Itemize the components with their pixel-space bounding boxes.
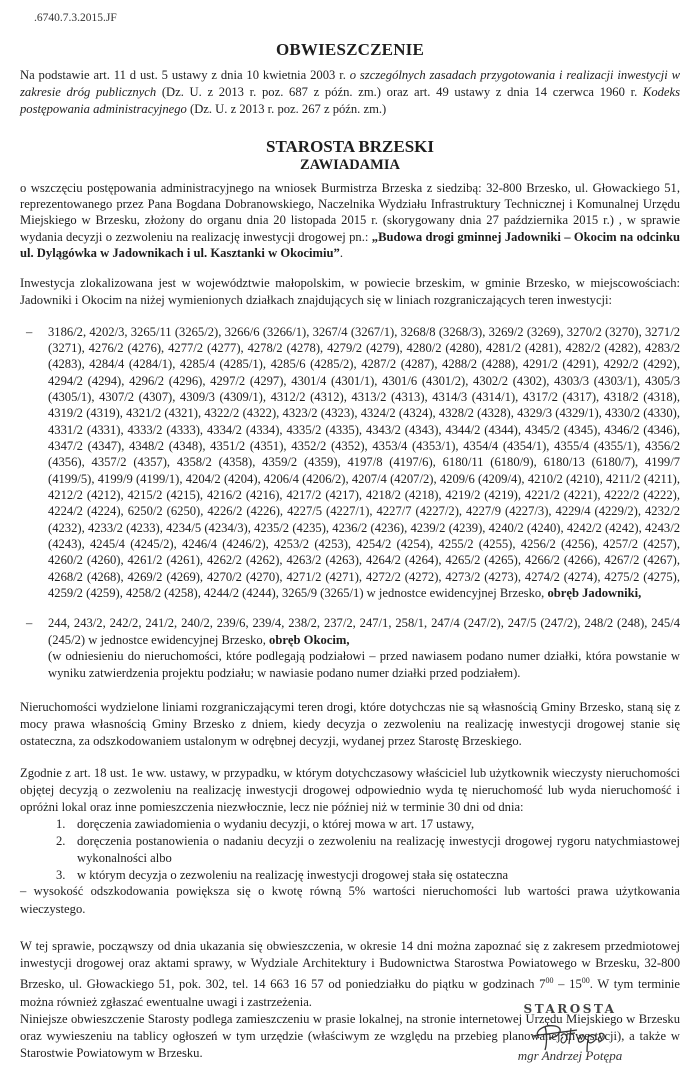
project-name: „Budowa drogi gminnej Jadowniki – Okocim na odcinku ul. Dylągówka w Jadownikach i ul. Kasztanki w Okocimiu” [20,229,681,260]
reference-number: .6740.7.3.2015.JF [34,12,117,24]
text-segment: – 15 [553,977,582,992]
signatory-name: mgr Andrzej Potępa [517,1048,623,1063]
signature-block [470,1002,670,1064]
act-title: o szczególnych zasadach przygotowania i realizacji inwestycji w zakresie dróg publicznych [20,68,680,100]
parcel-list [20,324,680,649]
parcel-numbers: 3186/2, 4202/3, 3265/11 (3265/2), 3266/6 (3266/1), 3267/4 (3267/1), 3268/8 (3268/3), 3269/2 (3269), 3270/2 (3270), 3271/2 (3271), 4276/2 (4276), 4277/2 (4277), 4278/2 (4278), 4279/2 (4279), 4280/2 (4280), 4281/2 (4281), 4282/2 (4282), 4283/2 (4283), 4284/4 (4284/1), 4285/4 (4285/1), 4285/6 (4285/2), 4287/2 (4287), 4288/2 (4288), 4291/2 (4291), 4292/2 (4292), 4294/2 (4294), 4296/2 (4296), 4297/2 (4297), 4301/4 (4301/1), 4301/6 (4301/2), 4302/2 (4302), 4303/3 (4303/1), 4305/3 (4305/1), 4307/2 (4307), 4309/3 (4309/1), 4312/2 (4312), 4313/2 (4313), 4314/3 (4314/1), 4317/2 (4317), 4318/2 (4318), 4319/2 (4319), 4321/2 (4321), 4322/2 (4322), 4323/2 (4323), 4324/2 (4324), 4328/2 (4328), 4329/3 (4329/1), 4330/2 (4330), 4331/2 (4331), 4333/2 (4333), 4334/2 (4334), 4335/2 (4335), 4343/2 (4343), 4344/2 (4344), 4345/2 (4345), 4346/2 (4346), 4347/2 (4347), 4348/2 (4348), 4351/2 (4351), 4352/2 (4352), 4353/4 (4353/1), 4354/4 (4354/1), 4355/4 (4355/1), 4356/2 (4356), 4357/2 (4357), 4358/2 (4358), 4359/2 (4359), 4197/8 (4197/6), 6180/11 (6180/9), 6180/13 (6180/7), 4199/7 (4199/5), 4199/9 (4199/1), 4204/2 (4204), 4206/4 (4206/2), 4207/4 (4207/2), 4209/6 (4209/4), 4210/2 (4210), 4211/2 (4211), 4212/2 (4212), 4215/2 (4215), 4216/2 (4216), 4217/2 (4217), 4218/2 (4218), 4219/2 (4219), 4221/2 (4221), 4222/2 (4222), 4224/2 (4224), 6250/2 (6250), 4226/2 (4226), 4227/5 (4227/1), 4227/7 (4227/2), 4227/9 (4227/3), 4229/4 (4229/2), 4232/2 (4232), 4233/2 (4233), 4234/5 (4234/3), 4235/2 (4235), 4236/2 (4236), 4239/2 (4239), 4240/2 (4240), 4242/2 (4242), 4243/2 (4243), 4245/4 (4245/2), 4246/4 (4246/2), 4253/2 (4253), 4254/2 (4254), 4255/2 (4255), 4256/2 (4256), 4257/2 (4257), 4260/2 (4260), 4261/2 (4261), 4262/2 (4262), 4263/2 (4263), 4264/2 (4264), 4265/2 (4265), 4266/2 (4266), 4267/2 (4267), 4268/2 (4268), 4269/2 (4269), 4270/2 (4270), 4271/2 (4271), 4272/2 (4272), 4273/2 (4273), 4274/2 (4274), 4275/2 (4275), 4259/2 (4259), 4258/2 (4258), 4244/2 (4244), 3265/9 (3265/1) [48,324,680,600]
text-segment: (Dz. U. z 2013 r. poz. 267 z późn. zm.) [186,102,387,117]
item-text: doręczenia postanowienia o nadaniu decyzji o zezwoleniu na realizację inwestycji drogowej rygoru natychmiastowej wykonalności albo [77,834,680,865]
item-number: 3. [56,867,66,882]
cadastral-unit: w jednostce ewidencyjnej Brzesko, [85,632,270,647]
dash-bullet: – [26,616,33,631]
text-segment: Na podstawie art. 11 d ust. 5 ustawy z dnia 10 kwietnia 2003 r. [20,68,350,82]
document-title: OBWIESZCZENIE [275,40,425,59]
item-number: 2. [56,834,66,849]
announces-heading: ZAWIADAMIA [300,156,400,173]
precinct-name: obręb Jadowniki, [547,586,642,600]
legal-basis-paragraph [20,67,680,119]
parcel-list-item-jadowniki [20,324,680,602]
parcel-numbers: 244, 243/2, 242/2, 241/2, 240/2, 239/6, 239/4, 238/2, 237/2, 247/1, 258/1, 247/4 (247/2), 247/5 (247/2), 248/2 (248), 245/4 (245/2) [48,616,680,647]
compensation-outro: – wysokość odszkodowania powiększa się o kwotę równą 5% wartości nieruchomości lub wartości prawa użytkowania wieczystego. [20,884,680,916]
text-segment: (Dz. U. z 2013 r. poz. 687 z późn. zm.) oraz art. 49 ustawy z dnia 14 czerwca 1960 r. [156,85,643,100]
cadastral-unit: w jednostce ewidencyjnej Brzesko, [363,586,548,600]
item-text: doręczenia zawiadomienia o wydaniu decyzji, o której mowa w art. 17 ustawy, [77,817,475,832]
dash-bullet: – [26,324,33,339]
signature-title: STAROSTA [523,1002,617,1016]
publication-paragraph: Niniejsze obwieszczenie Starosty podlega zamieszczeniu w prasie lokalnej, na stronie internetowej Urzędu Miejskiego w Brzesku oraz wywieszeniu na tablicy ogłoszeń w tym urzędzie (właściwym ze względu na przebieg planowanej inwestycji), a także w Starostwie Powiatowym w Brzesku. [20,1011,680,1061]
superscript: 00 [581,976,590,986]
parcel-note: (w odniesieniu do nieruchomości, które podlegają podziałowi – przed nawiasem podano numer działki, która powstanie w wyniku zatwierdzenia projektu podziału; w nawiasie podano numer działki przed podziałem). [48,649,680,681]
parcel-list-item-okocim [20,615,680,648]
text-segment: . W tym terminie można również zgłaszać ewentualne uwagi i zastrzeżenia. [20,977,680,1009]
precinct-name: obręb Okocim, [269,632,350,647]
intro-paragraph [20,180,680,261]
item-text: w którym decyzja o zezwoleniu na realizację inwestycji drogowej stała się ostateczna [77,867,509,882]
superscript: 00 [545,976,554,986]
compensation-conditions [20,816,680,883]
authority-heading: STAROSTA BRZESKI [265,136,435,156]
text-segment: W tej sprawie, począwszy od dnia ukazania się obwieszczenia, w okresie 14 dni można zapoznać się z zakresem przedmiotowej inwestycji drogowej oraz aktami sprawy, w Wydziale Architektury i Budownictwa Starostwa Powiatowego w Brzesku, 32-800 Brzesko, ul. Głowackiego 51, pok. 302, tel. 14 663 16 57 od poniedziałku do piątku w godzinach 7 [20,938,680,992]
condition-item [20,833,680,867]
condition-item [20,867,680,884]
act-title: Kodeks postępowania administracyjnego [20,85,680,117]
text-segment: o wszczęciu postępowania administracyjnego na wniosek Burmistrza Brzeska z siedzibą: 32-800 Brzesko, ul. Głowackiego 51, reprezentowanego przez Pana Bogdana Dobranowskiego, Naczelnika Wydziału Infrastruktury Technicznej i Komunalnej Urzędu Miejskiego w Brzesku, złożony do organu dnia 20 listopada 2015 r. (skorygowany dnia 27 października 2015 r.) , w sprawie wydania decyzji o zezwoleniu na realizację inwestycji drogowej pn.: [20,180,680,244]
ownership-paragraph: Nieruchomości wydzielone liniami rozgraniczającymi teren drogi, które dotychczas nie są własnością Gminy Brzesko, staną się z mocy prawa własnością Gminy Brzesko z dniem, kiedy decyzja o zezwoleniu na realizację inwestycji drogowej stanie się ostateczna, za odszkodowaniem ustalonym w odrębnej decyzji, wydanej przez Starostę Brzeskiego. [20,700,680,749]
text-segment: . [339,245,343,260]
compensation-intro: Zgodnie z art. 18 ust. 1e ww. ustawy, w przypadku, w którym dotychczasowy właściciel lub użytkownik wieczysty nieruchomości objętej decyzją o zezwoleniu na realizację inwestycji drogowej odpowiednio wyda tę nieruchomość lub wyda nieruchomość i opróżni lokal oraz inne pomieszczenia niezwłocznie, lecz nie później niż w terminie 30 dni od dnia: [20,765,680,815]
location-paragraph: Inwestycja zlokalizowana jest w województwie małopolskim, w powiecie brzeskim, w gminie Brzesko, w miejscowościach: Jadowniki i Okocim na niżej wymienionych działkach znajdujących się w liniach rozgraniczających teren inwestycji: [20,276,680,308]
item-number: 1. [56,817,66,832]
inspection-paragraph [20,938,680,1011]
condition-item [20,816,680,833]
